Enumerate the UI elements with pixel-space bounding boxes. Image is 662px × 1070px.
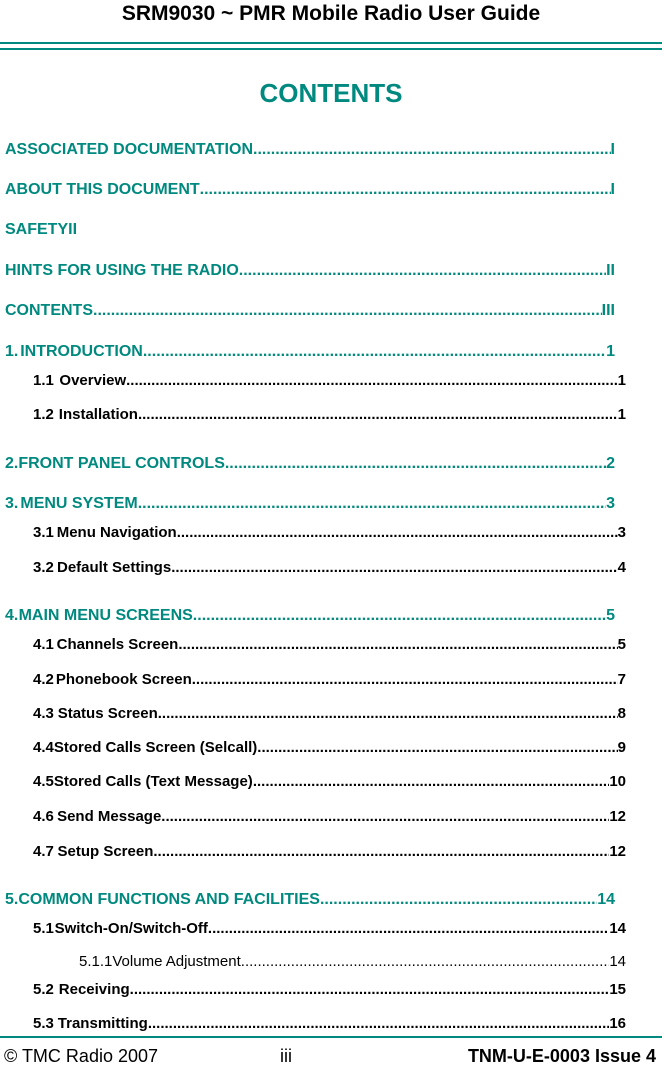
toc-entry-leader	[241, 953, 610, 970]
toc-entry-number: 4.	[5, 607, 19, 624]
toc-entry[interactable]	[33, 372, 626, 389]
toc-entry[interactable]	[33, 773, 626, 790]
toc-entry-leader	[148, 1015, 610, 1032]
toc-entry-page: 7	[617, 671, 626, 688]
toc-entry-leader	[130, 981, 610, 998]
toc-entry[interactable]	[5, 262, 615, 280]
toc-entry[interactable]	[5, 343, 615, 361]
toc-entry[interactable]	[33, 739, 626, 756]
toc-entry-leader	[177, 524, 618, 541]
footer-copyright: © TMC Radio 2007	[4, 1046, 159, 1066]
toc-entry[interactable]	[33, 920, 626, 937]
toc-entry-leader	[143, 343, 606, 361]
toc-entry-page: II	[606, 262, 615, 279]
header-rule-top	[0, 42, 662, 44]
toc-entry-label: Phonebook Screen	[55, 671, 192, 688]
toc-entry-page: I	[610, 141, 615, 158]
toc-entry-number: 5.	[5, 891, 19, 908]
toc-entry-label: Stored Calls (Text Message)	[53, 773, 253, 790]
toc-entry-number: 4.4	[33, 739, 54, 756]
toc-entry-leader	[138, 495, 606, 513]
toc-entry-page: 5	[617, 636, 626, 653]
toc-entry-label: ASSOCIATED DOCUMENTATION	[5, 141, 253, 158]
toc-entry[interactable]	[33, 406, 626, 423]
toc-entry-number: 4.1	[33, 636, 54, 653]
toc-entry-number: 4.3	[33, 705, 54, 722]
toc-entry-leader	[225, 455, 606, 473]
toc-entry-label: Overview	[59, 372, 127, 389]
footer-page-number: iii	[280, 1046, 292, 1066]
toc-entry-page: 1	[617, 406, 626, 423]
toc-entry-label: FRONT PANEL CONTROLS	[18, 455, 225, 472]
toc-entry-label: Send Message	[57, 808, 162, 825]
toc-entry-label: ABOUT THIS DOCUMENT	[5, 181, 200, 198]
toc-entry-leader	[93, 302, 602, 320]
toc-entry[interactable]	[5, 181, 615, 199]
toc-entry-label: Installation	[58, 406, 138, 423]
toc-entry-label: CONTENTS	[5, 302, 93, 319]
toc-entry-label: Transmitting	[57, 1015, 148, 1032]
toc-entry-leader	[257, 739, 617, 756]
toc-entry-label: Status Screen	[57, 705, 158, 722]
toc-entry-page: 12	[609, 808, 626, 825]
toc-entry-number: 3.2	[33, 559, 54, 576]
toc-entry-page: 1	[617, 372, 626, 389]
toc-entry-page: I	[610, 181, 615, 198]
toc-entry-label: SAFETYII	[5, 221, 78, 238]
toc-entry[interactable]	[79, 953, 626, 970]
toc-entry-label: Menu Navigation	[56, 524, 177, 541]
toc-entry-page: 2	[606, 455, 615, 472]
toc-entry-page: 3	[606, 495, 615, 512]
toc-entry-label: Switch-On/Switch-Off	[54, 920, 208, 937]
toc-entry-number: 5.1	[33, 920, 54, 937]
toc-entry-label: COMMON FUNCTIONS AND FACILITIES	[18, 891, 320, 908]
toc-entry[interactable]	[5, 891, 615, 909]
toc-entry-page: 10	[609, 773, 626, 790]
toc-entry-page: 5	[606, 607, 615, 624]
toc-entry-page: 8	[617, 705, 626, 722]
toc-entry-leader	[253, 773, 610, 790]
toc-entry-label: Default Settings	[57, 559, 172, 576]
toc-entry-page: 14	[597, 891, 615, 908]
toc-entry-page: 15	[609, 981, 626, 998]
toc-entry-page: 12	[609, 843, 626, 860]
toc-entry-leader	[171, 559, 617, 576]
header-rule-bottom	[0, 48, 662, 50]
toc-entry-page: 9	[617, 739, 626, 756]
toc-entry-label: Receiving	[58, 981, 130, 998]
toc-entry-page: 16	[609, 1015, 626, 1032]
toc-entry-leader	[126, 372, 618, 389]
toc-entry[interactable]	[5, 141, 615, 159]
toc-entry[interactable]	[33, 705, 626, 722]
toc-entry-leader	[192, 671, 618, 688]
toc-entry-leader	[193, 607, 606, 625]
toc-entry-number: 5.2	[33, 981, 54, 998]
toc-entry[interactable]	[5, 302, 615, 320]
toc-entry-label: MENU SYSTEM	[20, 495, 138, 512]
toc-entry[interactable]	[5, 495, 615, 513]
toc-entry[interactable]	[33, 843, 626, 860]
toc-entry-leader	[178, 636, 617, 653]
toc-entry-label: Channels Screen	[56, 636, 179, 653]
toc-entry-leader	[208, 920, 609, 937]
toc-entry[interactable]	[5, 455, 615, 473]
toc-entry[interactable]	[33, 524, 626, 541]
toc-entry-number: 5.1.1	[79, 953, 113, 970]
toc-entry[interactable]	[33, 808, 626, 825]
toc-entry-number: 1.2	[33, 406, 54, 423]
toc-entry[interactable]	[5, 221, 615, 239]
toc-entry-number: 4.2	[33, 671, 54, 688]
toc-entry-label: Volume Adjustment	[112, 953, 241, 970]
footer-rule	[0, 1036, 662, 1038]
toc-entry-leader	[253, 141, 611, 159]
toc-entry-number: 3.1	[33, 524, 54, 541]
toc-entry-page: III	[601, 302, 615, 319]
toc-entry[interactable]	[33, 559, 626, 576]
footer-doc-id: TNM-U-E-0003 Issue 4	[467, 1046, 656, 1066]
toc-entry-leader	[153, 843, 609, 860]
toc-entry[interactable]	[5, 607, 615, 625]
toc-entry-leader	[239, 262, 606, 280]
page-title: CONTENTS	[259, 78, 403, 108]
toc-entry-leader	[138, 406, 618, 423]
toc-entry-page: 14	[609, 920, 626, 937]
toc-entry[interactable]	[33, 981, 626, 998]
toc-entry-number: 5.3	[33, 1015, 54, 1032]
toc-entry-page: 14	[609, 953, 626, 970]
toc-entry-page: 3	[617, 524, 626, 541]
toc-entry-leader	[158, 705, 618, 722]
toc-entry-number: 4.5	[33, 773, 54, 790]
toc-entry-page: 4	[617, 559, 626, 576]
toc-entry-label: INTRODUCTION	[20, 343, 143, 360]
header-title: SRM9030 ~ PMR Mobile Radio User Guide	[121, 2, 541, 25]
toc-entry-leader	[200, 181, 611, 199]
toc-entry-number: 4.6	[33, 808, 54, 825]
toc-entry-leader	[320, 891, 597, 909]
toc-entry-label: MAIN MENU SCREENS	[18, 607, 193, 624]
toc-entry-number: 1.1	[33, 372, 54, 389]
toc-entry[interactable]	[33, 636, 626, 653]
toc-entry-label: HINTS FOR USING THE RADIO	[5, 262, 239, 279]
toc-entry-page: 1	[606, 343, 615, 360]
toc-entry-number: 2.	[5, 455, 19, 472]
toc-entry-number: 4.7	[33, 843, 54, 860]
toc-entry[interactable]	[33, 671, 626, 688]
toc-entry-number: 1.	[5, 343, 19, 360]
toc-entry[interactable]	[33, 1015, 626, 1032]
toc-entry-number: 3.	[5, 495, 19, 512]
toc-entry-label: Setup Screen	[57, 843, 154, 860]
toc-entry-label: Stored Calls Screen (Selcall)	[53, 739, 258, 756]
toc-entry-leader	[161, 808, 609, 825]
